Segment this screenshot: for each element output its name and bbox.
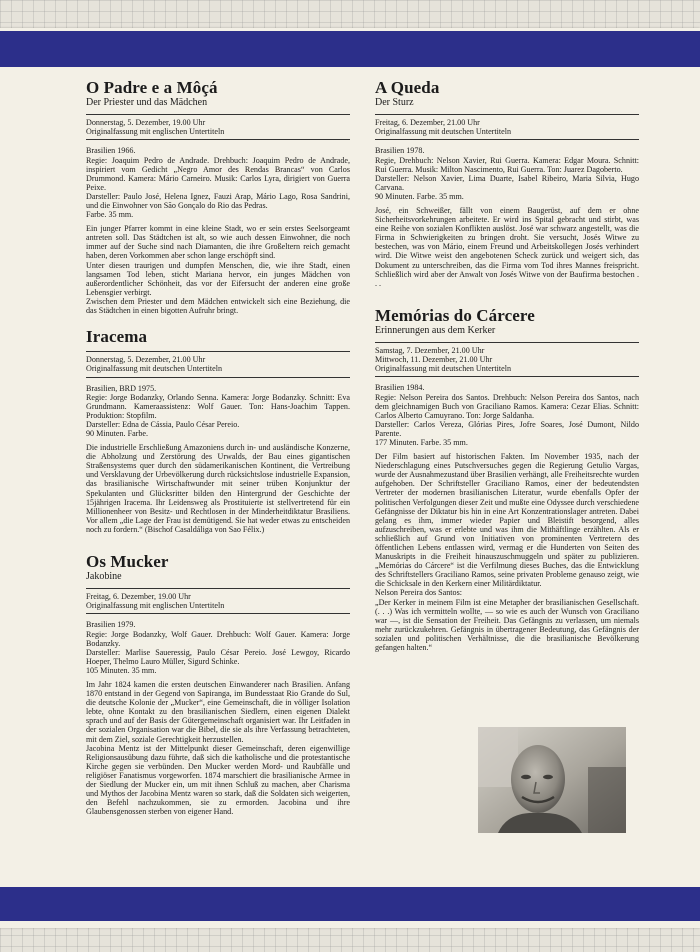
divider	[86, 351, 350, 352]
film-entry-iracema	[86, 327, 350, 534]
credit-line: Regie, Drehbuch: Nelson Xavier, Rui Guerra. Kamera: Edgar Moura. Schnitt: Rui Guerra. Musik: Milton Nascimento, Rui Guerra. Ton: Juarez Dagoberto.	[375, 155, 639, 174]
credit-line: Regie: Joaquim Pedro de Andrade. Drehbuch: Joaquim Pedro de Andrade, inspiriert vom Gedicht „Negro Amor des Rendas Brancas“ von Carlos Drummond. Kamera: Mário Carneiro. Musik: Carlos Lyra, dirigiert von Guerra Peixe.	[86, 155, 350, 192]
credit-line: Brasilien 1979.	[86, 620, 136, 630]
credit-line: Regie: Nelson Pereira dos Santos. Drehbuch: Nelson Pereira dos Santos, nach dem gleichnamigen Buch von Graciliano Ramos. Kamera: Cezar Elias. Schnitt: Carlos Alberto Camuyrano. Ton: Jorge Saldanha.	[375, 392, 639, 420]
synopsis-paragraph: Der Film basiert auf historischen Fakten. Im November 1935, nach der Niederschlagung eines Putschversuches gegen die Regierung Getulio Vargas, wurde der Ausnahmezustand über Brasilien verhängt, alle Freiheitsrechte wurden aufgehoben. Der Schriftsteller Graciliano Ramos, einer der bedeutendsten Vertreter der modernen brasilianischen Literatur, wurde ebenfalls Opfer der politischen Verfolgungen dieser Zeit und mußte eine Odyssee durch verschiedene Gefängnisse der Diktatur bis hin in eine Art Konzentrationslager antreten. Dabei gelang es ihm, immer wieder Papier und Bleistift besorgend, alles aufzuschreiben, was er erlebte und was ihm die Mithäftlinge erzählten. Als er schließlich auf Grund von Initiativen von prominenten Vertretern des öffentlichen Lebens entlassen wird, vermag er die Hunderten von Seiten des Manuskripts in die Freiheit hinauszuschmuggeln und später zu publizieren. „Memórias do Cárcere“ ist die Verfilmung dieses Buches, das die Entwicklung des Schriftstellers Graciliano Ramos, seine privaten Probleme genauso zeigt, wie die Schicksale in den Kerkern einer Militärdiktatur.	[375, 452, 639, 589]
screening-date: Mittwoch, 11. Dezember, 21.00 Uhr	[375, 355, 493, 365]
screening-info	[86, 118, 350, 136]
divider	[375, 114, 639, 115]
film-credits	[375, 383, 639, 447]
screening-info	[86, 355, 350, 373]
synopsis-paragraph: Ein junger Pfarrer kommt in eine kleine Stadt, wo er sein erstes Seelsorgeamt antreten soll. Das Städtchen ist alt, so wie auch dessen Einwohner, die noch immer auf der Suche sind nach Diamanten, die ihre Großeltern reich gemacht haben, deren Vorkommen aber schon lange erschöpft sind.	[86, 224, 350, 261]
film-subtitle: Jakobine	[86, 571, 122, 582]
film-entry-queda	[375, 78, 639, 288]
synopsis-paragraph: Zwischen dem Priester und dem Mädchen entwickelt sich eine Beziehung, die das Städtchen in einen bigotten Aufruhr bringt.	[86, 296, 350, 315]
credit-line: Regie: Jorge Bodanzky, Orlando Senna. Kamera: Jorge Bodanzky. Schnitt: Eva Grundmann. Kameraassistenz: Wolf Gauer. Ton: Hans-Joachim Tappen. Produktion: Stopfilm.	[86, 392, 350, 420]
film-synopsis	[86, 443, 350, 534]
film-title: A Queda	[375, 78, 440, 97]
screening-date: Freitag, 6. Dezember, 21.00 Uhr	[375, 118, 480, 127]
bottom-color-band	[0, 887, 700, 921]
synopsis-paragraph: Die industrielle Erschließung Amazoniens durch in- und ausländische Konzerne, die Abholzung und Zerstörung des Urwalds, der Bau eines gigantischen Straßensystems quer durch den südamerikanischen Kontinent, die Vertreibung und Versklavung der Urbevölkerung durch rücksichtslose industrielle Expansion, das brasilianische Wirtschaftwunder mit seiner trüben Konjunktur der Spekulanten und Glücksritter bilden den Hintergrund der Geschichte der 15jährigen Iracema. Ihr Leidensweg als Prostituierte ist stellvertretend für ein Millionenheer von Besitz- und Rechtlosen in der Minderheitdiktatur Brasiliens. Vor allem „die Lage der Frau ist demütigend. Sie hat weder etwas zu entscheiden noch zu fordern.“ (Bischof Casaldáliga von Sao Félix.)	[86, 443, 350, 534]
film-synopsis	[375, 452, 639, 652]
divider	[86, 588, 350, 589]
film-subtitle: Der Sturz	[375, 97, 414, 108]
film-entry-padre	[86, 78, 350, 315]
credit-line: Regie: Jorge Bodanzky, Wolf Gauer. Drehbuch: Wolf Gauer. Kamera: Jorge Bodanzky.	[86, 629, 350, 648]
director-quote: „Der Kerker in meinem Film ist eine Metapher der brasilianischen Gesellschaft. (. . .) Was ich vermitteln wollte, — so wie es auch der Wunsch von Graciliano war —, ist die Sensation der Freiheit. Das Gefängnis zu verlassen, um niemals mehr zurückzukehren. Gefängnis in übertragener Bedeutung, das Gefängnis der sozialen und politischen Verhältnisse, die die brasilianische Bevölkerung gefangen halten.“	[375, 597, 639, 653]
credit-line: Darsteller: Carlos Vereza, Glórias Pires, Jofre Soares, José Dumont, Nildo Parente.	[375, 419, 639, 438]
divider	[375, 139, 639, 140]
screening-language: Originalfassung mit englischen Untertiteln	[86, 601, 225, 611]
screening-date: Samstag, 7. Dezember, 21.00 Uhr	[375, 345, 485, 355]
screening-date: Donnerstag, 5. Dezember, 19.00 Uhr	[86, 118, 206, 127]
film-subtitle: Der Priester und das Mädchen	[86, 97, 208, 108]
synopsis-paragraph: Im Jahr 1824 kamen die ersten deutschen Einwanderer nach Brasilien. Anfang 1870 entstand in der Gegend von Sapiranga, im Bundesstaat Rio Grande do Sul, die deutsche Kolonie der „Mucker“, eine Gemeinschaft, die in völliger Isolation lebte, ohne Kontakt zu den brasilianischen Siedlern, einen eigenen Dialekt sprach und auf der Basis der Gütergemeinschaft organisiert war. Ihr Leitfaden in der sozialen Organisation war die Bibel, die sie als ihre Verfassung betrachteten, mit dem Ziel, soziale Gerechtigkeit herzustellen.	[86, 679, 350, 744]
portrait-image	[478, 727, 626, 833]
film-entry-mucker	[86, 552, 350, 816]
credit-line: Farbe. 35 mm.	[86, 210, 134, 220]
film-credits	[86, 146, 350, 219]
credit-line: 90 Minuten. Farbe.	[86, 428, 149, 438]
credit-line: Darsteller: Edna de Cássia, Paulo César Pereio.	[86, 419, 240, 429]
divider	[86, 613, 350, 614]
screening-language: Originalfassung mit deutschen Untertiteln	[86, 364, 222, 374]
film-title: Iracema	[86, 327, 148, 347]
film-synopsis	[375, 206, 639, 288]
film-title: Os Mucker	[86, 552, 169, 571]
film-subtitle: Erinnerungen aus dem Kerker	[375, 324, 496, 336]
screening-date: Donnerstag, 5. Dezember, 21.00 Uhr	[86, 355, 206, 365]
screening-language: Originalfassung mit deutschen Untertiteln	[375, 364, 511, 374]
credit-line: Darsteller: Nelson Xavier, Lima Duarte, Isabel Ribeiro, Maria Silvia, Hugo Carvana.	[375, 173, 639, 192]
synopsis-paragraph: Unter diesen traurigen und dumpfen Menschen, die, wie ihre Stadt, einen langsamen Tod leben, sticht Mariana hervor, ein junges Mädchen von außerordentlicher Schönheit, das vor der Eifersucht der anderen eine große Lebensgier verbirgt.	[86, 260, 350, 297]
credit-line: Brasilien 1978.	[375, 146, 425, 156]
screening-info	[375, 118, 639, 136]
screening-info	[86, 592, 350, 610]
screening-language: Originalfassung mit englischen Untertiteln	[86, 127, 225, 137]
credit-line: Darsteller: Paulo José, Helena Ignez, Fauzi Arap, Mário Lago, Rosa Sandrini, und die Einwohner von São Gonçalo do Rio das Pedras.	[86, 191, 350, 210]
left-column	[86, 78, 350, 816]
film-title: O Padre e a Môçá	[86, 78, 218, 97]
screening-language: Originalfassung mit deutschen Untertiteln	[375, 127, 511, 137]
director-portrait-photo	[478, 727, 626, 833]
divider	[86, 139, 350, 140]
film-credits	[86, 620, 350, 675]
film-credits	[375, 146, 639, 201]
screening-info	[375, 346, 639, 374]
credit-line: 177 Minuten. Farbe. 35 mm.	[375, 437, 468, 447]
divider	[86, 114, 350, 115]
divider	[86, 377, 350, 378]
synopsis-paragraph: José, ein Schweißer, fällt von einem Baugerüst, auf dem er ohne Sicherheitsvorkehrungen arbeitete. Er wird ins Spital gebracht und stirbt, was eine Reihe von sozialen Konflikten auslöst. José war schwarz angestellt, was die Firma in Schwierigkeiten zu bringen droht. Sie versucht, Josés Witwe zu bestechen, was von Mário, einem Freund und Arbeitskollegen Josés verhindert wird. Die Witwe weist den angebotenen Scheck zurück und weigert sich, das Dokument zu unterschreiben, das die Firma vom Tod ihres Mannes freispricht. Schließlich wird aber der Anwalt von Josés Witwe von der Baufirma bestochen . . .	[375, 205, 639, 288]
film-synopsis	[86, 224, 350, 315]
synopsis-paragraph: Jacobina Mentz ist der Mittelpunkt dieser Gemeinschaft, deren eigenwillige Religionsausübung dazu führte, daß sich die katholische und die protestantische Kirche gegen sie verbünden. Den Mucker werden Mord- und Raubfälle und religiöser Fanatismus vorgeworfen. 1874 marschiert die brasilianische Armee in der Siedlung der Mucker ein, um mit ihnen Schluß zu machen, aber Charisma und Mythos der Jacobina Mentz waren so stark, daß die Soldaten sich weigerten, den Befehl nachzukommen, sie zu ermorden. Jacobina und ihre Glaubensgenossen sterben von eigener Hand.	[86, 743, 350, 817]
film-credits	[86, 384, 350, 439]
right-column	[375, 78, 639, 652]
credit-line: 90 Minuten. Farbe. 35 mm.	[375, 191, 464, 201]
film-title: Memórias do Cárcere	[375, 305, 535, 325]
credit-line: Darsteller: Marlise Saueressig, Paulo César Pereio. José Lewgoy, Ricardo Hoeper, Thelmo Lauro Müller, Sigurd Schinke.	[86, 647, 350, 666]
credit-line: 105 Minuten. 35 mm.	[86, 665, 157, 675]
top-color-band	[0, 31, 700, 67]
film-entry-carcere	[375, 306, 639, 652]
divider	[375, 342, 639, 343]
film-synopsis	[86, 680, 350, 816]
screening-date: Freitag, 6. Dezember, 19.00 Uhr	[86, 592, 191, 601]
credit-line: Brasilien, BRD 1975.	[86, 383, 157, 393]
divider	[375, 376, 639, 377]
credit-line: Brasilien 1984.	[375, 383, 425, 393]
credit-line: Brasilien 1966.	[86, 146, 136, 156]
synopsis-attribution: Nelson Pereira dos Santos:	[375, 588, 462, 598]
